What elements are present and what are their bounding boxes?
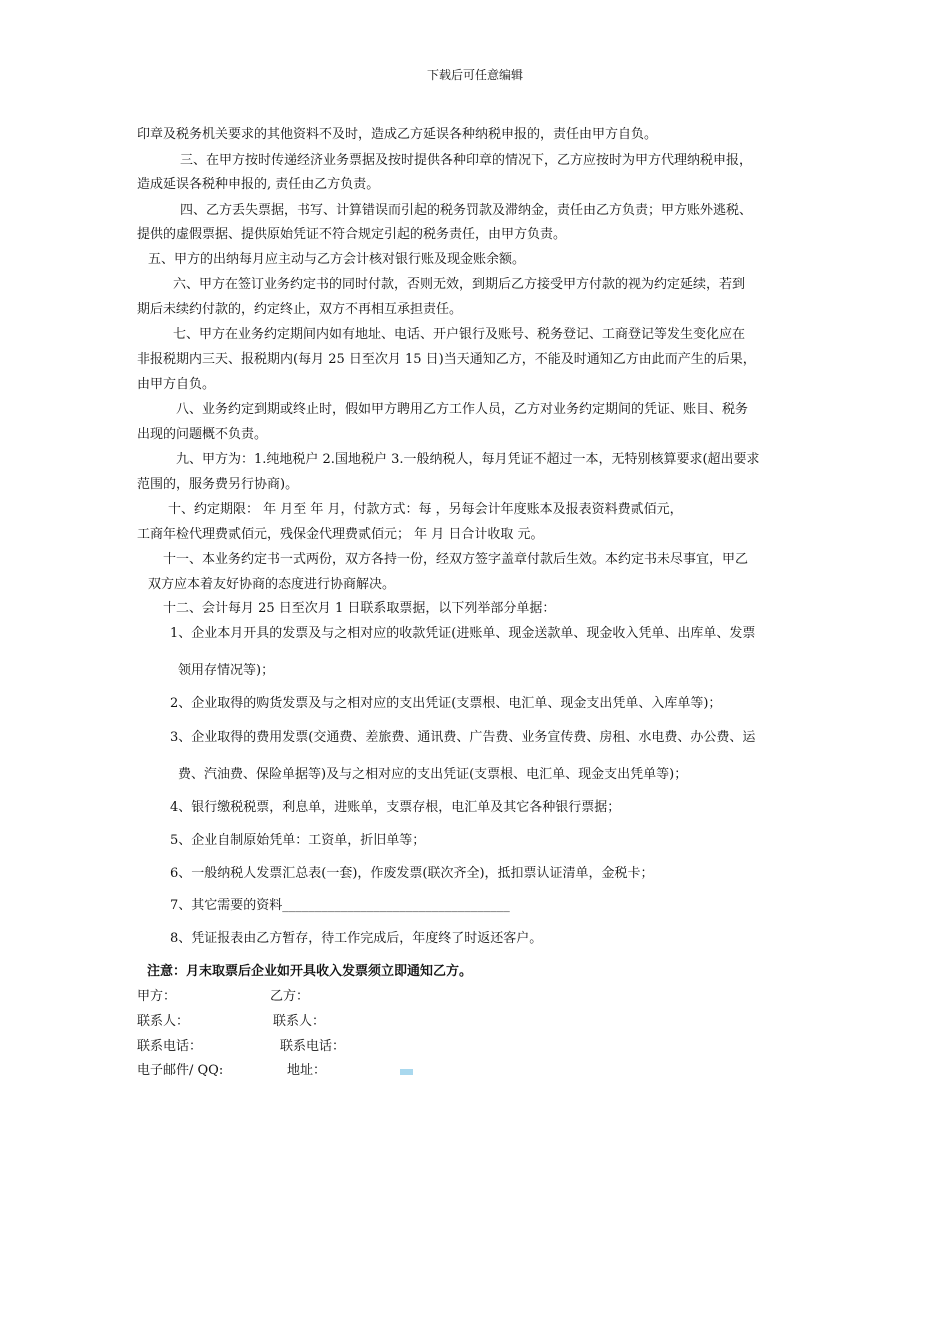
- paragraph-line: 八、业务约定到期或终止时，假如甲方聘用乙方工作人员，乙方对业务约定期间的凭证、账目、税务: [176, 402, 749, 417]
- phone-b-label: 联系电话：: [280, 1039, 346, 1054]
- paragraph-line: 十一、本业务约定书一式两份，双方各持一份，经双方签字盖章付款后生效。本约定书未尽事宜，甲乙: [163, 552, 749, 567]
- contact-b-label: 联系人：: [273, 1014, 326, 1029]
- paragraph-line: 期后未续约付款的，约定终止，双方不再相互承担责任。: [137, 302, 463, 317]
- paragraph-line: 工商年检代理费贰佰元，残保金代理费贰佰元； 年 月 日合计收取 元。: [137, 527, 544, 542]
- paragraph-line: 四、乙方丢失票据，书写、计算错误而引起的税务罚款及滞纳金，责任由乙方负责；甲方账外逃税、: [180, 203, 753, 218]
- list-item: 4、银行缴税税票，利息单，进账单，支票存根，电汇单及其它各种银行票据；: [170, 800, 621, 815]
- list-item: 7、其它需要的资料___________________________________: [170, 898, 510, 913]
- paragraph-line: 出现的问题概不负责。: [137, 427, 268, 442]
- phone-a-label: 联系电话：: [137, 1039, 203, 1054]
- header-note: 下载后可任意编辑: [426, 68, 523, 82]
- paragraph-line: 十、约定期限： 年 月至 年 月，付款方式：每 ，另每会计年度账本及报表资料费贰佰元，: [168, 502, 683, 517]
- list-item: 3、企业取得的费用发票(交通费、差旅费、通讯费、广告费、业务宣传费、房租、水电费、办公费、运: [170, 730, 756, 745]
- list-item: 1、企业本月开具的发票及与之相对应的收款凭证(进账单、现金送款单、现金收入凭单、出库单、发票: [170, 626, 756, 641]
- paragraph-line: 十二、会计每月 25 日至次月 1 日联系取票据，以下列举部分单据：: [163, 601, 556, 616]
- notice: 注意：月末取票后企业如开具收入发票须立即通知乙方。: [147, 964, 473, 979]
- paragraph-line: 双方应本着友好协商的态度进行协商解决。: [148, 577, 396, 592]
- address-b-label: 地址：: [287, 1063, 327, 1078]
- paragraph-line: 范围的，服务费另行协商)。: [137, 477, 299, 492]
- paragraph-line: 六、甲方在签订业务约定书的同时付款，否则无效，到期后乙方接受甲方付款的视为约定延续，若到: [173, 277, 746, 292]
- paragraph-line: 九、甲方为：1.纯地税户 2.国地税户 3.一般纳税人，每月凭证不超过一本，无特别核算要求(超出要求: [176, 452, 760, 467]
- list-item: 5、企业自制原始凭单：工资单，折旧单等；: [170, 833, 426, 848]
- paragraph-line: 七、甲方在业务约定期间内如有地址、电话、开户银行及账号、税务登记、工商登记等发生变化应在: [173, 327, 746, 342]
- paragraph-line: 提供的虚假票据、提供原始凭证不符合规定引起的税务责任，由甲方负责。: [137, 227, 567, 242]
- paragraph-line: 印章及税务机关要求的其他资料不及时，造成乙方延误各种纳税申报的，责任由甲方自负。: [137, 127, 658, 142]
- paragraph-line: 造成延误各税种申报的, 责任由乙方负责。: [137, 177, 380, 192]
- list-item: 费、汽油费、保险单据等)及与之相对应的支出凭证(支票根、电汇单、现金支出凭单等)；: [178, 767, 688, 782]
- paragraph-line: 三、在甲方按时传递经济业务票据及按时提供各种印章的情况下，乙方应按时为甲方代理纳税申报，: [180, 153, 753, 168]
- paragraph-line: 五、甲方的出纳每月应主动与乙方会计核对银行账及现金账余额。: [148, 252, 526, 267]
- list-item: 8、凭证报表由乙方暂存，待工作完成后，年度终了时返还客户。: [170, 931, 543, 946]
- email-a-label: 电子邮件/ QQ:: [137, 1063, 224, 1078]
- list-item: 领用存情况等)；: [178, 663, 275, 678]
- list-item: 2、企业取得的购货发票及与之相对应的支出凭证(支票根、电汇单、现金支出凭单、入库单等)；: [170, 696, 722, 711]
- paragraph-line: 非报税期内三天、报税期内(每月 25 日至次月 15 日)当天通知乙方，不能及时通知乙方由此而产生的后果，: [137, 352, 756, 367]
- highlight-marker: [400, 1069, 413, 1075]
- list-item: 6、一般纳税人发票汇总表(一套)，作废发票(联次齐全)，抵扣票认证清单，金税卡；: [170, 866, 654, 881]
- paragraph-line: 由甲方自负。: [137, 377, 216, 392]
- party-b-label: 乙方：: [270, 989, 310, 1004]
- party-a-label: 甲方：: [137, 989, 177, 1004]
- contact-a-label: 联系人：: [137, 1014, 190, 1029]
